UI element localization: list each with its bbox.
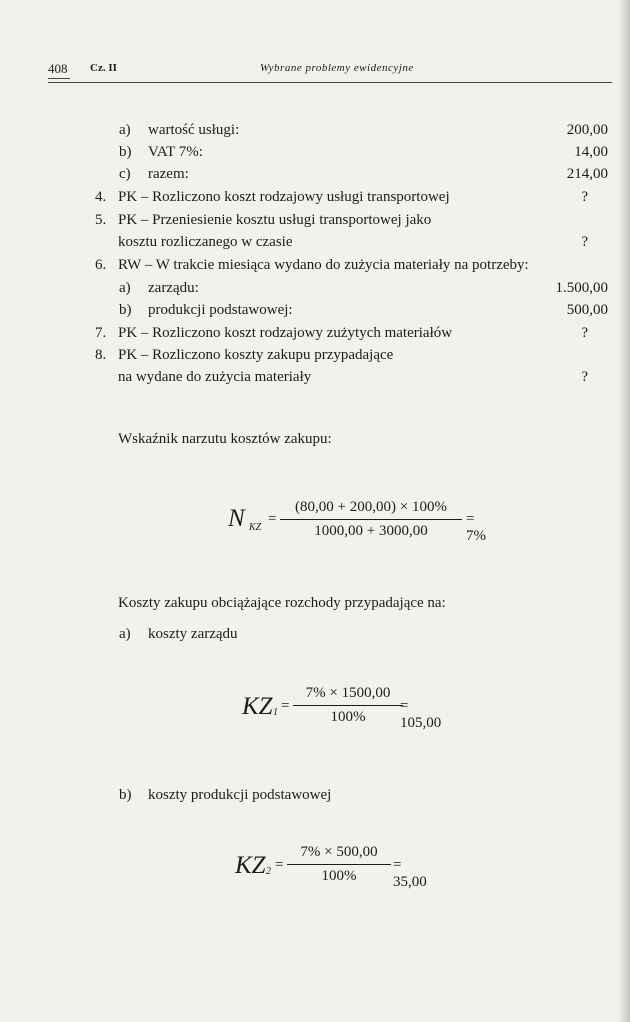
- list-item: kosztu rozliczanego w czasie ?: [118, 234, 588, 250]
- running-title: Wybrane problemy ewidencyjne: [260, 62, 414, 74]
- fraction-bar: [280, 519, 462, 520]
- sub-item-a-label: koszty zarządu: [148, 626, 238, 642]
- list-item: 5. PK – Przeniesienie kosztu usługi transportowej jako: [95, 212, 432, 228]
- formula-subscript: KZ: [249, 522, 262, 533]
- formula-equals: =: [268, 511, 277, 527]
- formula-symbol: KZ: [235, 852, 266, 879]
- list-item: 8. PK – Rozliczono koszty zakupu przypadające: [95, 347, 394, 363]
- formula-denominator: 100%: [330, 709, 366, 725]
- page-number-underline: [48, 78, 70, 79]
- formula-denominator: 100%: [321, 868, 357, 884]
- formula-equals: =: [281, 698, 290, 714]
- page-number: 408: [48, 61, 68, 76]
- list-item: a) zarządu: 1.500,00: [119, 280, 608, 296]
- formula-symbol: N: [228, 505, 245, 532]
- list-item: c) razem: 214,00: [119, 166, 608, 182]
- sub-item-b-label: koszty produkcji podstawowej: [148, 787, 332, 803]
- list-item: b) VAT 7%: 14,00: [119, 144, 608, 160]
- formula-symbol: KZ: [242, 693, 273, 720]
- formula-equals: =: [275, 857, 284, 873]
- fraction-bar: [287, 864, 391, 865]
- sub-item-a-letter: a): [119, 626, 131, 642]
- formula-subscript: 2: [266, 866, 271, 877]
- formula-result: = 105,00: [400, 698, 442, 731]
- formula-numerator: (80,00 + 200,00) × 100%: [295, 499, 447, 515]
- sub-item-b-letter: b): [119, 787, 132, 803]
- formula-result: = 35,00: [393, 857, 427, 890]
- formula-subscript: 1: [273, 707, 278, 718]
- list-item: 6. RW – W trakcie miesiąca wydano do zużycia materiały na potrzeby:: [95, 257, 529, 273]
- chapter-label: Cz. II: [90, 62, 117, 74]
- formula-result: = 7%: [466, 511, 486, 544]
- list-item: 7. PK – Rozliczono koszt rodzajowy zużytych materiałów ?: [95, 325, 588, 341]
- list-item: na wydane do zużycia materiały ?: [118, 369, 588, 385]
- section-heading-purchase-costs: Koszty zakupu obciążające rozchody przypadające na:: [118, 595, 446, 611]
- list-item: b) produkcji podstawowej: 500,00: [119, 302, 608, 318]
- formula-denominator: 1000,00 + 3000,00: [314, 523, 428, 539]
- formula-numerator: 7% × 1500,00: [305, 685, 391, 701]
- header-rule: [48, 82, 612, 83]
- fraction-bar: [293, 705, 403, 706]
- formula-numerator: 7% × 500,00: [300, 844, 378, 860]
- list-item: a) wartość usługi: 200,00: [119, 122, 608, 138]
- section-heading-markup-rate: Wskaźnik narzutu kosztów zakupu:: [118, 431, 332, 447]
- list-item: 4. PK – Rozliczono koszt rodzajowy usługi transportowej ?: [95, 189, 588, 205]
